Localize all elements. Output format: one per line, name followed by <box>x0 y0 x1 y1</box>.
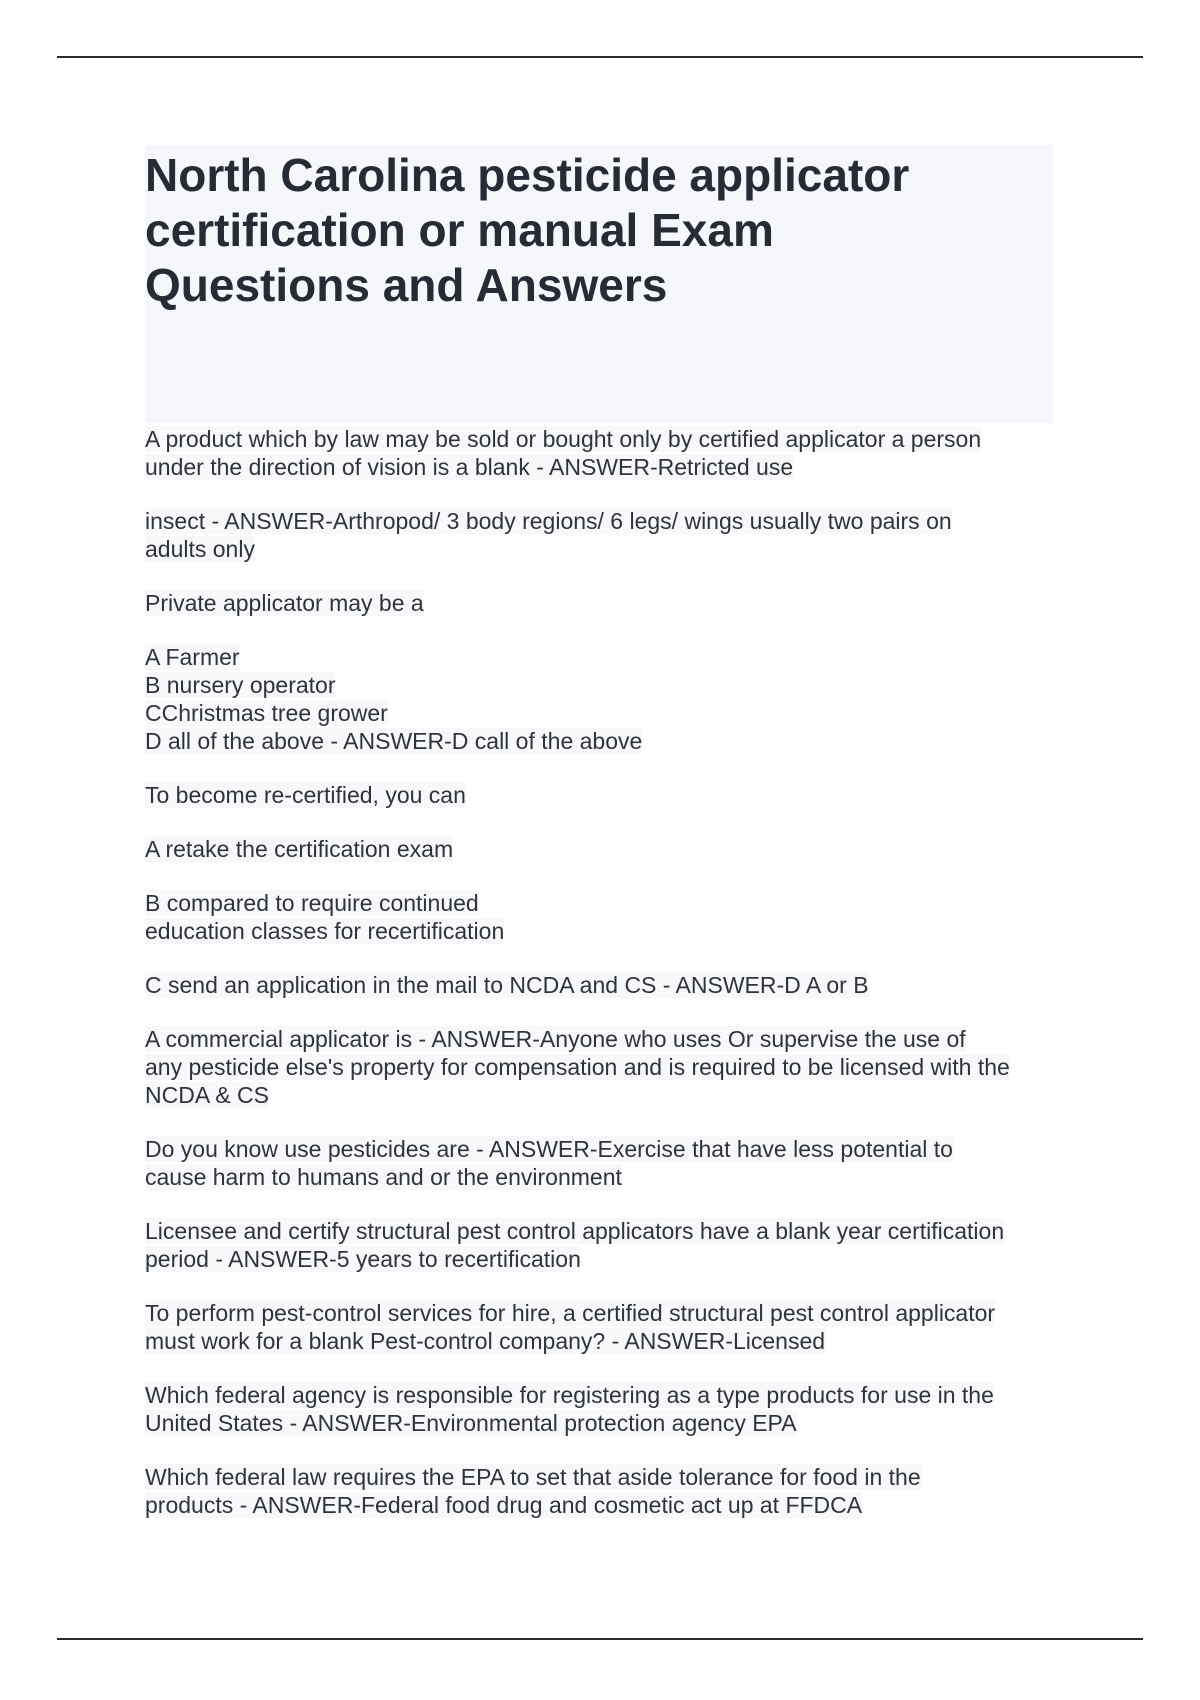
text-line <box>145 781 1060 809</box>
qa-paragraph <box>145 1381 1060 1437</box>
text-line-content: United States - ANSWER-Environmental protection agency EPA <box>145 1410 797 1436</box>
text-line <box>145 671 1060 699</box>
text-line-content: B compared to require continued <box>145 890 479 916</box>
qa-paragraph <box>145 971 1060 999</box>
text-line-content: insect - ANSWER-Arthropod/ 3 body regions/ 6 legs/ wings usually two pairs on <box>145 508 952 534</box>
text-line-content: C send an application in the mail to NCDA and CS - ANSWER-D A or B <box>145 972 869 998</box>
text-line-content: products - ANSWER-Federal food drug and cosmetic act up at FFDCA <box>145 1492 863 1518</box>
text-line <box>145 1409 1060 1437</box>
qa-paragraph <box>145 1025 1060 1109</box>
qa-paragraph <box>145 1135 1060 1191</box>
text-line <box>145 699 1060 727</box>
text-line-content: CChristmas tree grower <box>145 700 388 726</box>
text-line-content: NCDA & CS <box>145 1082 269 1108</box>
text-line-content: any pesticide else's property for compensation and is required to be licensed with the <box>145 1054 1010 1080</box>
text-line-content: Which federal agency is responsible for registering as a type products for use in the <box>145 1382 994 1408</box>
text-line-content: A retake the certification exam <box>145 836 454 862</box>
text-line <box>145 1299 1060 1327</box>
text-line <box>145 589 1060 617</box>
text-line-content: Private applicator may be a <box>145 590 424 616</box>
text-line-content: D all of the above - ANSWER-D call of the above <box>145 728 643 754</box>
text-line <box>145 727 1060 755</box>
qa-paragraph <box>145 889 1060 945</box>
qa-paragraph <box>145 781 1060 809</box>
text-line-content: education classes for recertification <box>145 918 505 944</box>
text-line-content: Do you know use pesticides are - ANSWER-Exercise that have less potential to <box>145 1136 953 1162</box>
text-line <box>145 1491 1060 1519</box>
text-line <box>145 507 1060 535</box>
text-line <box>145 453 1060 481</box>
text-line <box>145 1025 1060 1053</box>
bottom-rule <box>57 1638 1143 1640</box>
title-line: certification or manual Exam <box>145 204 774 256</box>
page-title <box>145 148 1053 313</box>
text-line-content: To perform pest-control services for hire, a certified structural pest control applicator <box>145 1300 996 1326</box>
text-line-content: period - ANSWER-5 years to recertification <box>145 1246 581 1272</box>
text-line <box>145 889 1060 917</box>
text-line <box>145 917 1060 945</box>
text-line <box>145 835 1060 863</box>
text-line-content: To become re-certified, you can <box>145 782 466 808</box>
qa-paragraph <box>145 425 1060 481</box>
top-rule <box>57 56 1143 58</box>
text-line <box>145 1135 1060 1163</box>
qa-paragraph <box>145 1217 1060 1273</box>
text-line <box>145 1327 1060 1355</box>
text-line <box>145 643 1060 671</box>
qa-paragraph <box>145 507 1060 563</box>
text-line <box>145 1463 1060 1491</box>
text-line-content: Licensee and certify structural pest control applicators have a blank year certification <box>145 1218 1005 1244</box>
qa-paragraph <box>145 1463 1060 1519</box>
qa-content <box>145 425 1060 1545</box>
qa-paragraph <box>145 835 1060 863</box>
qa-paragraph <box>145 589 1060 617</box>
title-block <box>145 145 1053 423</box>
text-line-content: must work for a blank Pest-control company? - ANSWER-Licensed <box>145 1328 826 1354</box>
text-line-content: A commercial applicator is - ANSWER-Anyone who uses Or supervise the use of <box>145 1026 966 1052</box>
text-line-content: B nursery operator <box>145 672 336 698</box>
text-line <box>145 535 1060 563</box>
text-line-content: under the direction of vision is a blank - ANSWER-Retricted use <box>145 454 794 480</box>
text-line-content: cause harm to humans and or the environment <box>145 1164 622 1190</box>
qa-paragraph <box>145 643 1060 755</box>
text-line <box>145 971 1060 999</box>
text-line <box>145 1381 1060 1409</box>
text-line <box>145 1053 1060 1081</box>
text-line-content: A product which by law may be sold or bought only by certified applicator a person <box>145 426 982 452</box>
text-line <box>145 425 1060 453</box>
title-line: North Carolina pesticide applicator <box>145 149 910 201</box>
text-line <box>145 1163 1060 1191</box>
title-line: Questions and Answers <box>145 259 668 311</box>
qa-paragraph <box>145 1299 1060 1355</box>
text-line-content: Which federal law requires the EPA to set that aside tolerance for food in the <box>145 1464 921 1490</box>
text-line-content: adults only <box>145 536 255 562</box>
text-line-content: A Farmer <box>145 644 240 670</box>
text-line <box>145 1245 1060 1273</box>
text-line <box>145 1081 1060 1109</box>
text-line <box>145 1217 1060 1245</box>
